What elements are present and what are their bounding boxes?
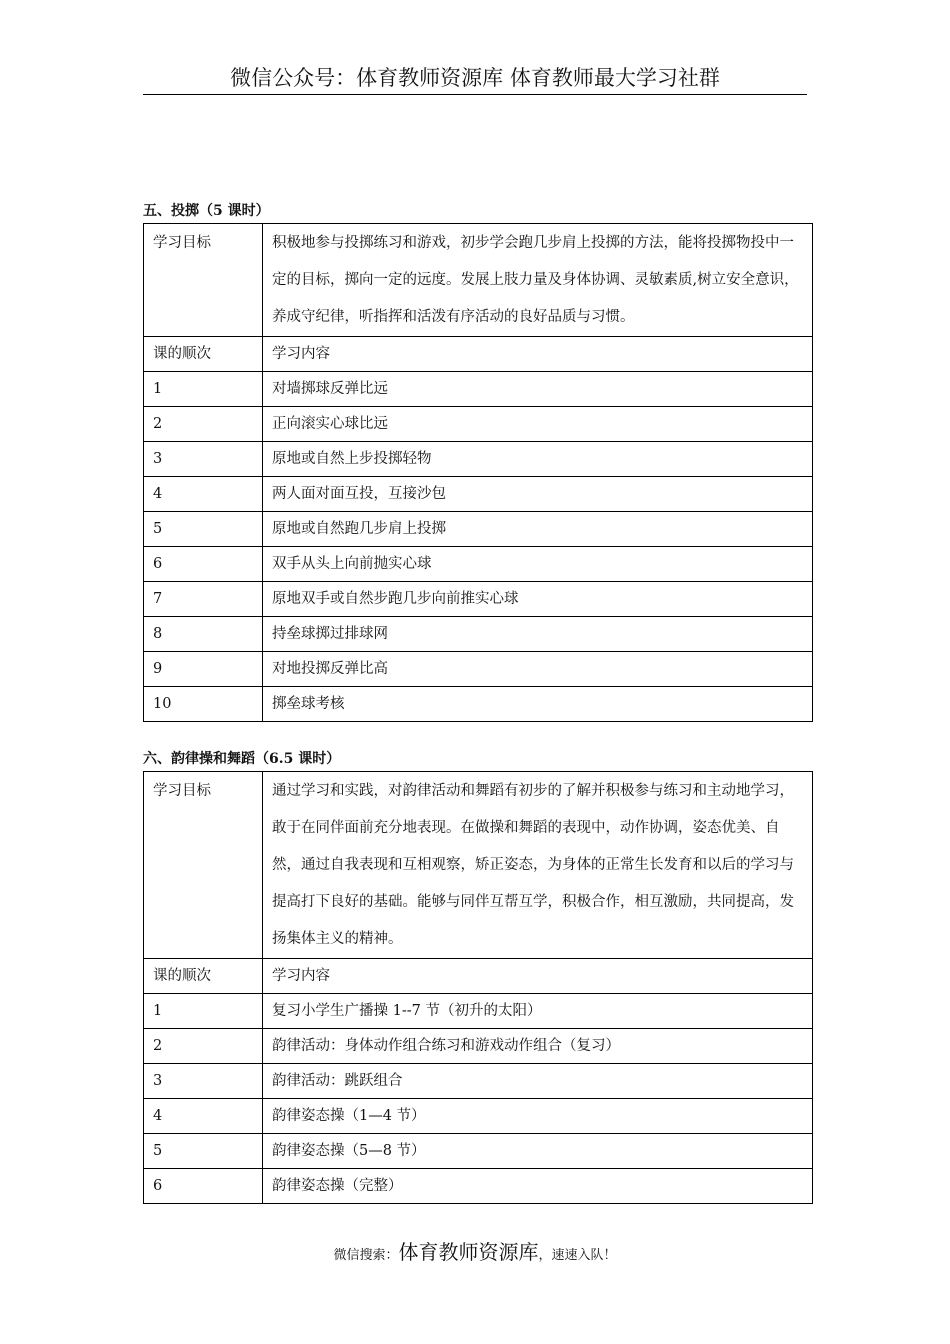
lesson-number: 3 bbox=[144, 1064, 263, 1099]
table-row bbox=[144, 994, 813, 1029]
lesson-number: 2 bbox=[144, 1029, 263, 1064]
objective-row bbox=[144, 772, 813, 959]
lesson-content: 正向滚实心球比远 bbox=[263, 407, 813, 442]
lesson-number: 1 bbox=[144, 372, 263, 407]
footer-prefix: 微信搜索： bbox=[333, 1248, 399, 1263]
page-footer bbox=[0, 1236, 950, 1265]
lesson-content: 韵律姿态操（完整） bbox=[263, 1169, 813, 1204]
header-row bbox=[144, 959, 813, 994]
table-row bbox=[144, 1169, 813, 1204]
lesson-content: 复习小学生广播操 1--7 节（初升的太阳） bbox=[263, 994, 813, 1029]
col-content-header: 学习内容 bbox=[263, 959, 813, 994]
objective-row bbox=[144, 224, 813, 337]
footer-suffix: ，速速入队！ bbox=[538, 1248, 617, 1263]
lesson-number: 3 bbox=[144, 442, 263, 477]
lesson-content: 韵律姿态操（5—8 节） bbox=[263, 1134, 813, 1169]
lesson-number: 9 bbox=[144, 652, 263, 687]
lesson-number: 6 bbox=[144, 1169, 263, 1204]
lesson-content: 两人面对面互投，互接沙包 bbox=[263, 477, 813, 512]
lesson-content: 原地或自然上步投掷轻物 bbox=[263, 442, 813, 477]
lesson-content: 对墙掷球反弹比远 bbox=[263, 372, 813, 407]
table-row bbox=[144, 1064, 813, 1099]
table-row bbox=[144, 1099, 813, 1134]
table-row bbox=[144, 582, 813, 617]
table-row bbox=[144, 1134, 813, 1169]
table-row bbox=[144, 617, 813, 652]
table-row bbox=[144, 407, 813, 442]
objective-label: 学习目标 bbox=[144, 224, 263, 337]
col-order-header: 课的顺次 bbox=[144, 337, 263, 372]
lesson-content: 原地双手或自然步跑几步向前推实心球 bbox=[263, 582, 813, 617]
section6-title: 六、韵律操和舞蹈（6.5 课时） bbox=[143, 751, 341, 767]
table-row bbox=[144, 687, 813, 722]
lesson-number: 7 bbox=[144, 582, 263, 617]
lesson-number: 4 bbox=[144, 477, 263, 512]
objective-label: 学习目标 bbox=[144, 772, 263, 959]
lesson-number: 10 bbox=[144, 687, 263, 722]
footer-name: 体育教师资源库 bbox=[398, 1240, 539, 1264]
lesson-number: 2 bbox=[144, 407, 263, 442]
table-row bbox=[144, 372, 813, 407]
lesson-content: 原地或自然跑几步肩上投掷 bbox=[263, 512, 813, 547]
section5-table bbox=[143, 223, 813, 722]
lesson-content: 韵律活动：身体动作组合练习和游戏动作组合（复习） bbox=[263, 1029, 813, 1064]
table-row bbox=[144, 512, 813, 547]
lesson-content: 韵律姿态操（1—4 节） bbox=[263, 1099, 813, 1134]
page-header: 微信公众号：体育教师资源库 体育教师最大学习社群 bbox=[143, 62, 807, 95]
table-row bbox=[144, 477, 813, 512]
table-row bbox=[144, 547, 813, 582]
lesson-content: 双手从头上向前抛实心球 bbox=[263, 547, 813, 582]
header-row bbox=[144, 337, 813, 372]
col-content-header: 学习内容 bbox=[263, 337, 813, 372]
lesson-content: 持垒球掷过排球网 bbox=[263, 617, 813, 652]
lesson-number: 6 bbox=[144, 547, 263, 582]
col-order-header: 课的顺次 bbox=[144, 959, 263, 994]
lesson-number: 4 bbox=[144, 1099, 263, 1134]
table-row bbox=[144, 652, 813, 687]
lesson-content: 对地投掷反弹比高 bbox=[263, 652, 813, 687]
objective-text: 积极地参与投掷练习和游戏，初步学会跑几步肩上投掷的方法，能将投掷物投中一定的目标，掷向一定的远度。发展上肢力量及身体协调、灵敏素质,树立安全意识，养成守纪律，听指挥和活泼有序活动的良好品质与习惯。 bbox=[263, 224, 813, 337]
lesson-number: 5 bbox=[144, 512, 263, 547]
section6-table bbox=[143, 771, 813, 1204]
section5-title: 五、投掷（5 课时） bbox=[143, 203, 270, 219]
lesson-content: 韵律活动：跳跃组合 bbox=[263, 1064, 813, 1099]
lesson-number: 5 bbox=[144, 1134, 263, 1169]
objective-text: 通过学习和实践，对韵律活动和舞蹈有初步的了解并积极参与练习和主动地学习，敢于在同伴面前充分地表现。在做操和舞蹈的表现中，动作协调，姿态优美、自然，通过自我表现和互相观察，矫正姿态，为身体的正常生长发育和以后的学习与提高打下良好的基础。能够与同伴互帮互学，积极合作，相互激励，共同提高，发扬集体主义的精神。 bbox=[263, 772, 813, 959]
lesson-number: 1 bbox=[144, 994, 263, 1029]
lesson-number: 8 bbox=[144, 617, 263, 652]
lesson-content: 掷垒球考核 bbox=[263, 687, 813, 722]
table-row bbox=[144, 1029, 813, 1064]
table-row bbox=[144, 442, 813, 477]
